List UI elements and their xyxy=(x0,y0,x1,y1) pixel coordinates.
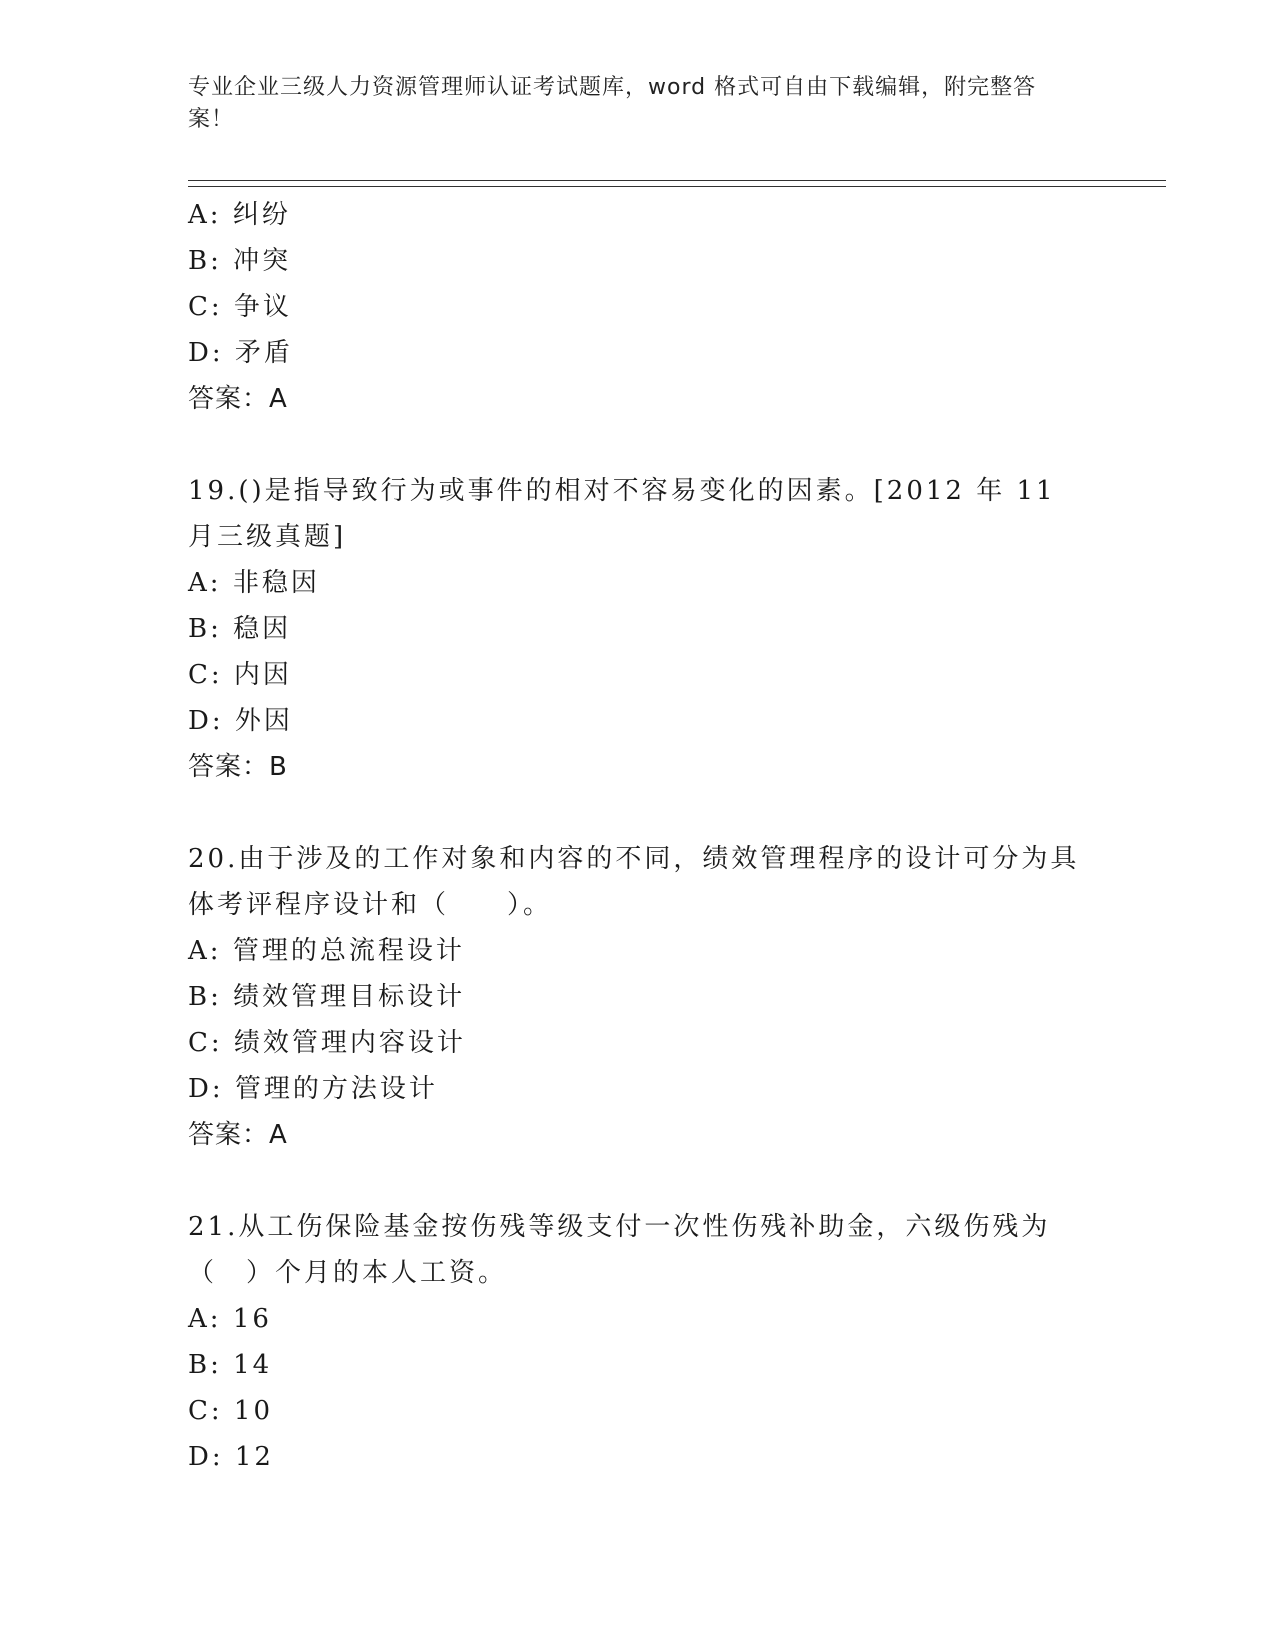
option-a xyxy=(188,192,1088,238)
option-text: 纠纷 xyxy=(232,200,291,230)
option-c xyxy=(188,652,1088,698)
option-d xyxy=(188,1066,1088,1112)
option-c xyxy=(188,1020,1088,1066)
question-list xyxy=(188,192,1088,1480)
option-text: 冲突 xyxy=(233,246,292,276)
option-d xyxy=(188,1434,1088,1480)
option-a xyxy=(188,928,1088,974)
question-block-19 xyxy=(188,468,1088,790)
answer-line: 答案：A xyxy=(188,384,288,414)
option-label: D: xyxy=(188,338,224,368)
option-text: 非稳因 xyxy=(232,568,320,598)
question-text: 19.()是指导致行为或事件的相对不容易变化的因素。[2012 年 11 月三级真题] xyxy=(188,476,1056,552)
option-text: 管理的方法设计 xyxy=(234,1074,438,1104)
option-label: B: xyxy=(188,614,222,644)
option-label: C: xyxy=(188,1028,223,1058)
option-a xyxy=(188,560,1088,606)
option-text: 争议 xyxy=(233,292,292,322)
option-b xyxy=(188,974,1088,1020)
option-b xyxy=(188,606,1088,652)
option-label: A: xyxy=(188,200,222,230)
option-text: 矛盾 xyxy=(234,338,293,368)
question-block-20 xyxy=(188,836,1088,1158)
option-d xyxy=(188,330,1088,376)
option-text: 14 xyxy=(233,1350,273,1380)
option-text: 内因 xyxy=(233,660,292,690)
option-text: 绩效管理内容设计 xyxy=(233,1028,466,1058)
option-text: 12 xyxy=(234,1442,274,1472)
option-label: C: xyxy=(188,1396,223,1426)
option-label: A: xyxy=(188,1304,222,1334)
option-label: B: xyxy=(188,246,222,276)
option-label: C: xyxy=(188,292,223,322)
question-block-18 xyxy=(188,192,1088,422)
option-a xyxy=(188,1296,1088,1342)
option-text: 10 xyxy=(233,1396,274,1426)
option-text: 绩效管理目标设计 xyxy=(233,982,466,1012)
option-label: D: xyxy=(188,706,224,736)
option-b xyxy=(188,238,1088,284)
option-label: D: xyxy=(188,1074,224,1104)
option-c xyxy=(188,1388,1088,1434)
option-text: 外因 xyxy=(234,706,293,736)
option-text: 16 xyxy=(232,1304,272,1334)
answer-line: 答案：B xyxy=(188,752,288,782)
option-b xyxy=(188,1342,1088,1388)
option-label: B: xyxy=(188,1350,222,1380)
option-text: 稳因 xyxy=(233,614,292,644)
option-label: D: xyxy=(188,1442,224,1472)
question-text: 20.由于涉及的工作对象和内容的不同，绩效管理程序的设计可分为具体考评程序设计和（ ）。 xyxy=(188,844,1080,920)
question-text: 21.从工伤保险基金按伤残等级支付一次性伤残补助金，六级伤残为（ ）个月的本人工资。 xyxy=(188,1212,1051,1288)
option-label: A: xyxy=(188,568,222,598)
option-text: 管理的总流程设计 xyxy=(232,936,465,966)
question-block-21 xyxy=(188,1204,1088,1480)
document-header: 专业企业三级人力资源管理师认证考试题库，word 格式可自由下载编辑，附完整答案！ xyxy=(188,75,1037,132)
option-label: B: xyxy=(188,982,222,1012)
option-c xyxy=(188,284,1088,330)
header-divider xyxy=(188,180,1166,187)
option-label: C: xyxy=(188,660,223,690)
option-d xyxy=(188,698,1088,744)
option-label: A: xyxy=(188,936,222,966)
answer-line: 答案：A xyxy=(188,1120,288,1150)
